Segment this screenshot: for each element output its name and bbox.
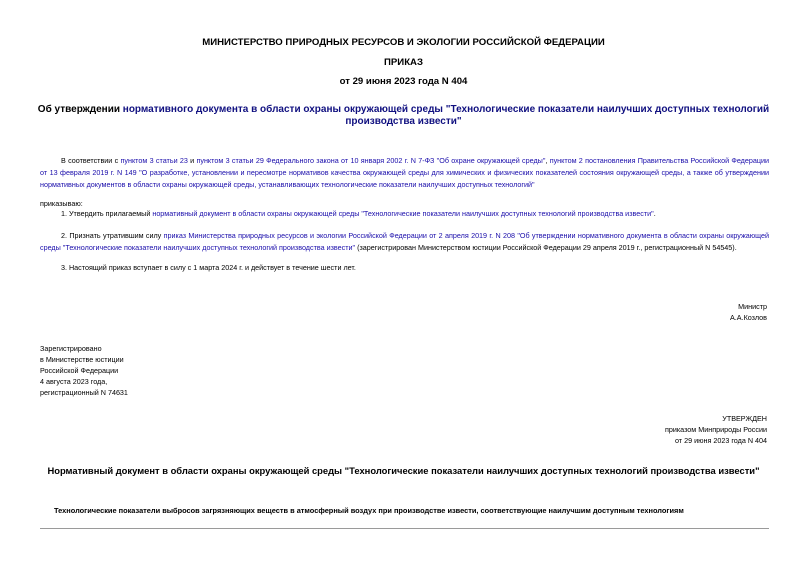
item-1-paragraph [40, 208, 769, 220]
item-2-text-1: 2. Признать утратившим силу [61, 231, 164, 240]
approved-line-2: приказом Минприроды России [664, 425, 767, 434]
item-3-paragraph: 3. Настоящий приказ вступает в силу с 1 марта 2024 г. и действует в течение шести лет. [61, 263, 356, 272]
approved-line-1: УТВЕРЖДЕН [722, 414, 767, 423]
order-title-prefix: Об утверждении [37, 104, 123, 115]
prikazyvayu-text: приказываю: [40, 199, 83, 208]
link-article-23[interactable]: пунктом 3 статьи 23 [120, 156, 188, 165]
registration-line-3: Российской Федерации [40, 366, 119, 375]
signature-name: А.А.Козлов [730, 313, 767, 322]
ministry-heading: МИНИСТЕРСТВО ПРИРОДНЫХ РЕСУРСОВ И ЭКОЛОГИИ РОССИЙСКОЙ ФЕДЕРАЦИИ [202, 37, 605, 48]
preamble-text-3: , [545, 156, 550, 165]
preamble-text-2: и [187, 156, 197, 165]
order-title [30, 104, 777, 128]
horizontal-divider [40, 528, 769, 529]
item-2-paragraph [40, 230, 769, 254]
date-number-heading: от 29 июня 2023 года N 404 [339, 76, 468, 87]
doc-type-heading: ПРИКАЗ [384, 57, 423, 68]
signature-block [730, 301, 767, 323]
item-1-text-1: 1. Утвердить прилагаемый [61, 209, 153, 218]
section-title: Технологические показатели выбросов загрязняющих веществ в атмосферный воздух при производстве извести, соответствующие наилучшим доступным технологиям [54, 506, 684, 515]
registration-line-2: в Министерстве юстиции [40, 355, 124, 364]
registration-line-4: 4 августа 2023 года, [40, 377, 108, 386]
preamble-paragraph [40, 155, 769, 191]
link-government-decree[interactable]: пунктом 2 постановления Правительства Российской Федерации от 13 февраля 2019 г. N 149 "О разработке, установлении и пересмотре нормативов качества окружающей среды для химических и физических показателей состояния окружающей среды, а также об утверждении нормативных документов в области охраны окружающей среды, устанавливающих технологические показатели наилучших доступных технологий" [40, 156, 770, 189]
normative-document-title: Нормативный документ в области охраны окружающей среды "Технологические показатели наилучших доступных технологий производства извести" [47, 465, 760, 476]
registration-line-1: Зарегистрировано [40, 344, 102, 353]
registration-line-5: регистрационный N 74631 [40, 388, 128, 397]
approved-line-3: от 29 июня 2023 года N 404 [674, 436, 767, 445]
registration-block [40, 343, 128, 398]
preamble-text-1: В соответствии с [61, 156, 121, 165]
link-article-29-federal-law[interactable]: пунктом 3 статьи 29 Федерального закона от 10 января 2002 г. N 7-ФЗ "Об охране окружающей среды" [196, 156, 546, 165]
item-1-link[interactable]: нормативный документ в области охраны окружающей среды "Технологические показатели наилучших доступных технологий производства извести" [152, 209, 654, 218]
item-2-link[interactable]: приказ Министерства природных ресурсов и экологии Российской Федерации от 2 апреля 2019 г. N 208 "Об утверждении нормативного документа в области охраны окружающей среды "Технологические показатели наилучших доступных технологий производства извести" [40, 231, 769, 252]
item-2-text-2: (зарегистрирован Министерством юстиции Российской Федерации 29 апреля 2019 г., регистрационный N 54545). [355, 243, 737, 252]
signature-position: Министр [738, 302, 767, 311]
approved-block [665, 413, 767, 446]
item-1-text-2: . [653, 209, 656, 218]
order-title-link[interactable]: нормативного документа в области охраны окружающей среды "Технологические показатели наилучших доступных технологий производства извести" [122, 104, 770, 127]
